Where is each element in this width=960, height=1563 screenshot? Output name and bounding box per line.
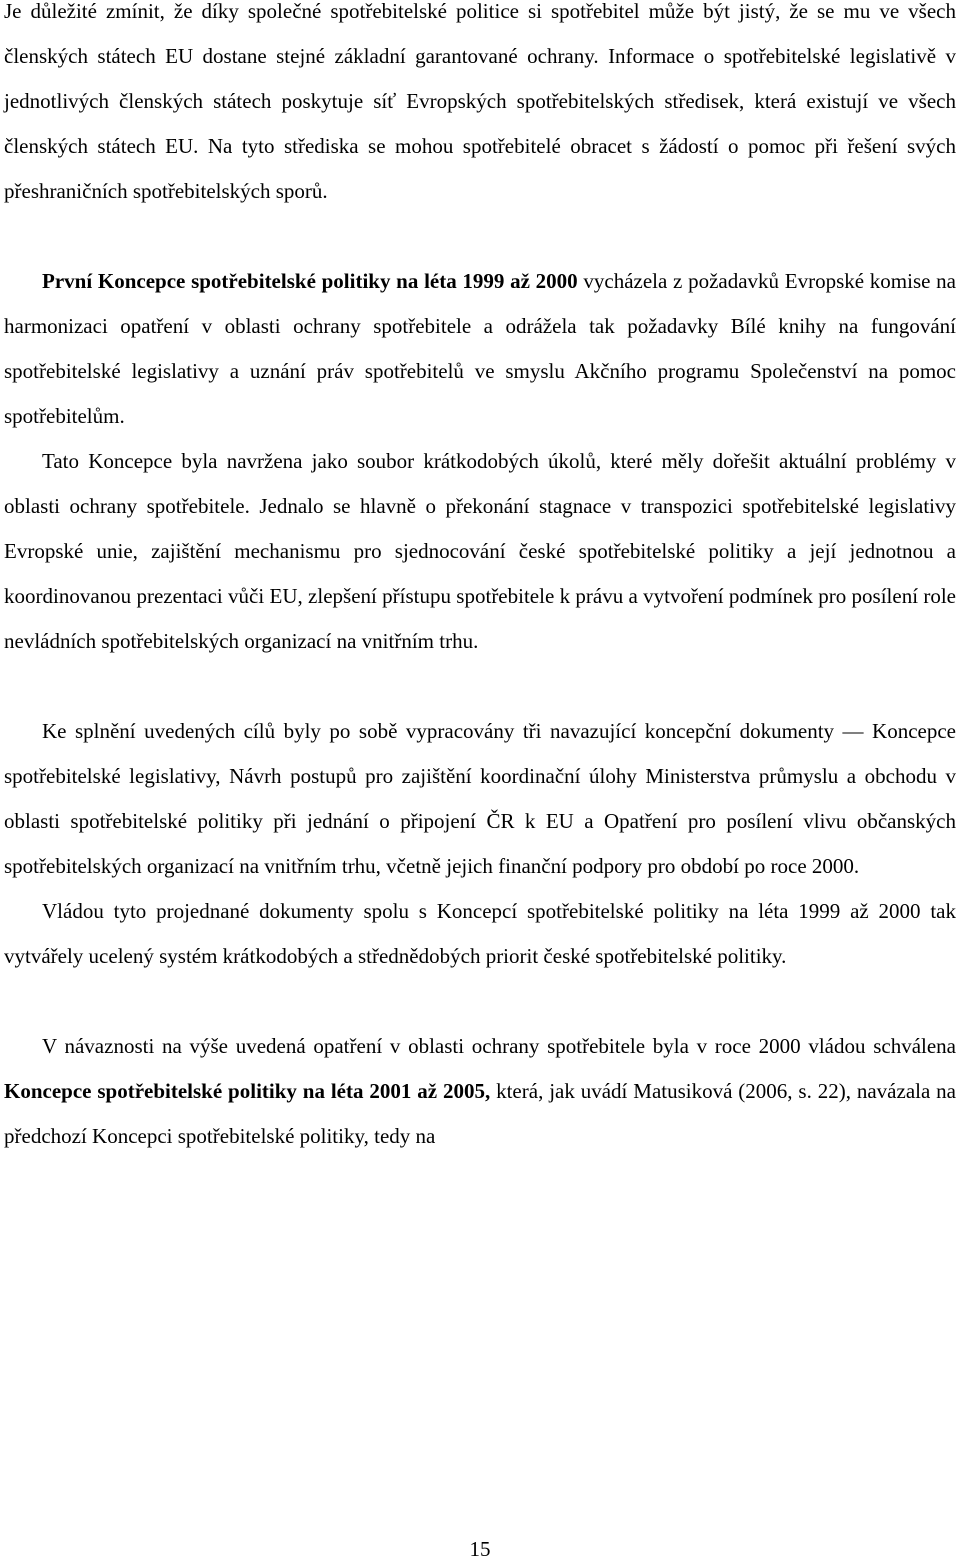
paragraph-government-documents	[4, 889, 956, 979]
paragraph-text: Ke splnění uvedených cílů byly po sobě vypracovány tři navazující koncepční dokumenty — Koncepce spotřebitelské legislativy, Návrh postupů pro zajištění koordinační úlohy Ministerstva průmyslu a obchodu v oblasti spotřebitelské politiky při jednání o připojení ČR k EU a Opatření pro posílení vlivu občanských spotřebitelských organizací na vnitřním trhu, včetně jejich finanční podpory pro období po roce 2000.	[4, 719, 956, 878]
paragraph-text: Vládou tyto projednané dokumenty spolu s Koncepcí spotřebitelské politiky na léta 1999 až 2000 tak vytvářely ucelený systém krátkodobých a střednědobých priorit české spotřebitelské politiky.	[4, 899, 956, 968]
paragraph-text: Tato Koncepce byla navržena jako soubor krátkodobých úkolů, které měly dořešit aktuální problémy v oblasti ochrany spotřebitele. Jednalo se hlavně o překonání stagnace v transpozici spotřebitelské legislativy Evropské unie, zajištění mechanismu pro sjednocování české spotřebitelské politiky a její jednotnou a koordinovanou prezentaci vůči EU, zlepšení přístupu spotřebitele k právu a vytvoření podmínek pro posílení role nevládních spotřebitelských organizací na vnitřním trhu.	[4, 449, 956, 653]
paragraph-first-concept	[4, 259, 956, 439]
paragraph-concept-tasks	[4, 439, 956, 664]
document-page	[4, 0, 956, 1159]
paragraph-three-documents	[4, 709, 956, 889]
paragraph-text: vycházela z požadavků Evropské komise na harmonizaci opatření v oblasti ochrany spotřebitele a odrážela tak požadavky Bílé knihy na fungování spotřebitelské legislativy a uznání práv spotřebitelů ve smyslu Akčního programu Společenství na pomoc spotřebitelům.	[4, 269, 956, 428]
bold-concept-title: Koncepce spotřebitelské politiky na léta 2001 až 2005,	[4, 1079, 491, 1103]
paragraph-second-concept	[4, 1024, 956, 1159]
paragraph-text: která, jak uvádí Matusiková (2006, s. 22), navázala na předchozí Koncepci spotřebitelské politiky, tedy na	[4, 1079, 956, 1148]
paragraph-text: V návaznosti na výše uvedená opatření v oblasti ochrany spotřebitele byla v roce 2000 vládou schválena	[42, 1034, 956, 1058]
bold-concept-title: První Koncepce spotřebitelské politiky na léta 1999 až 2000	[42, 269, 578, 293]
paragraph-text: Je důležité zmínit, že díky společné spotřebitelské politice si spotřebitel může být jistý, že se mu ve všech členských státech EU dostane stejné základní garantované ochrany. Informace o spotřebitelské legislativě v jednotlivých členských státech poskytuje síť Evropských spotřebitelských středisek, která existují ve všech členských státech EU. Na tyto střediska se mohou spotřebitelé obracet s žádostí o pomoc při řešení svých přeshraničních spotřebitelských sporů.	[4, 0, 956, 203]
page-number: 15	[469, 1537, 491, 1561]
paragraph-eu-consumer-protection	[4, 0, 956, 214]
